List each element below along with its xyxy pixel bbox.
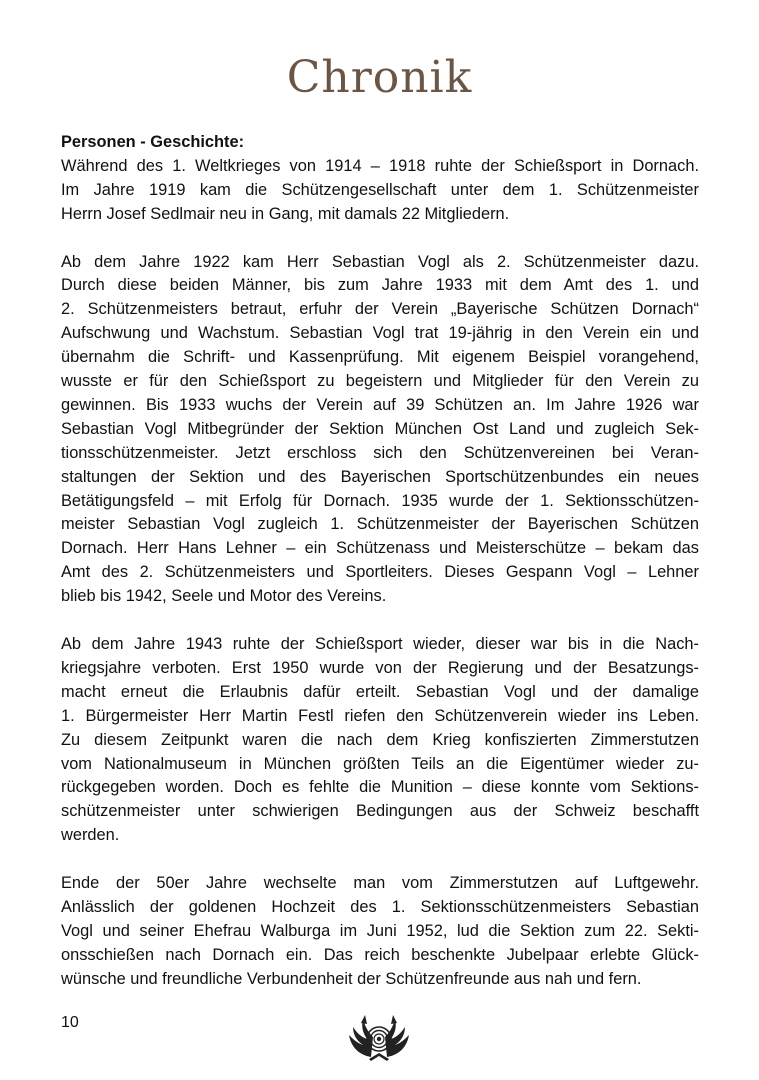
paragraph-gap: [61, 848, 699, 872]
text-line: meister Sebastian Vogl zugleich 1. Schützenmeister der Bayerischen Schützen: [61, 515, 699, 534]
paragraph: [61, 251, 699, 610]
text-line: vom Nationalmuseum in München größten Teils an die Eigentümer wieder zu-: [61, 754, 699, 773]
text-line: Ende der 50er Jahre wechselte man vom Zimmerstutzen auf Luftgewehr.: [61, 874, 699, 893]
page-number: 10: [61, 1014, 79, 1031]
text-line: blieb bis 1942, Seele und Motor des Vereins.: [61, 587, 387, 606]
section-heading: Personen - Geschichte:: [61, 133, 245, 151]
text-line: Betätigungsfeld – mit Erfolg für Dornach. 1935 wurde der 1. Sektionsschützen-: [61, 491, 699, 510]
text-line: Durch diese beiden Männer, bis zum Jahre 1933 mit dem Amt des 1. und: [61, 276, 699, 295]
body-text: [61, 131, 699, 992]
paragraph-gap: [61, 609, 699, 633]
paragraph: [61, 155, 699, 227]
paragraph-gap: [61, 227, 699, 251]
text-line: onsschießen nach Dornach ein. Das reich beschenkte Jubelpaar erlebte Glück-: [61, 945, 699, 964]
text-line: Vogl und seiner Ehefrau Walburga im Juni 1952, lud die Sektion zum 22. Sekti-: [61, 921, 699, 940]
text-line: Während des 1. Weltkrieges von 1914 – 1918 ruhte der Schießsport in Dornach.: [61, 156, 699, 175]
text-line: Dornach. Herr Hans Lehner – ein Schützenass und Meisterschütze – bekam das: [61, 539, 699, 558]
page-title: Chronik: [286, 52, 473, 103]
text-line: Anlässlich der goldenen Hochzeit des 1. Sektionsschützenmeisters Sebastian: [61, 897, 699, 916]
text-line: tionsschützenmeister. Jetzt erschloss sich den Schützenvereinen bei Veran-: [61, 443, 699, 462]
text-line: Amt des 2. Schützenmeisters und Sportleiters. Dieses Gespann Vogl – Lehner: [61, 563, 699, 582]
text-line: werden.: [61, 826, 120, 845]
text-line: rückgegeben worden. Doch es fehlte die Munition – diese konnte vom Sektions-: [61, 778, 699, 797]
text-line: übernahm die Schrift- und Kassenprüfung. Mit eigenem Beispiel vorangehend,: [61, 348, 699, 367]
paragraph: [61, 872, 699, 992]
text-line: Ab dem Jahre 1943 ruhte der Schießsport wieder, dieser war bis in die Nach-: [61, 635, 699, 653]
text-line: wünsche und freundliche Verbundenheit der Schützenfreunde aus nah und fern.: [61, 969, 642, 988]
text-line: Zu diesem Zeitpunkt waren die nach dem Krieg konfiszierten Zimmerstutzen: [61, 730, 699, 749]
wreath-target-emblem-icon: [341, 1013, 417, 1063]
text-line: 1. Bürgermeister Herr Martin Festl riefen den Schützenverein wieder ins Leben.: [61, 706, 699, 725]
text-line: staltungen der Sektion und des Bayerischen Sportschützenbundes ein neues: [61, 467, 699, 486]
text-line: 2. Schützenmeisters betraut, erfuhr der Verein „Bayerische Schützen Dornach“: [61, 300, 699, 319]
text-line: Sebastian Vogl Mitbegründer der Sektion München Ost Land und zugleich Sek-: [61, 419, 699, 438]
text-line: Herrn Josef Sedlmair neu in Gang, mit damals 22 Mitgliedern.: [61, 204, 510, 223]
text-line: wusste er für den Schießsport zu begeistern und Mitglieder für den Verein zu: [61, 372, 699, 391]
text-line: Ab dem Jahre 1922 kam Herr Sebastian Vogl als 2. Schützenmeister dazu.: [61, 252, 699, 271]
text-line: gewinnen. Bis 1933 wuchs der Verein auf 39 Schützen an. Im Jahre 1926 war: [61, 395, 699, 414]
text-line: Aufschwung und Wachstum. Sebastian Vogl trat 19-jährig in den Verein ein und: [61, 324, 699, 343]
paragraph: [61, 633, 699, 848]
text-line: macht erneut die Erlaubnis dafür erteilt. Sebastian Vogl und der damalige: [61, 682, 699, 701]
text-line: kriegsjahre verboten. Erst 1950 wurde von der Regierung und der Besatzungs-: [61, 658, 699, 677]
text-line: schützenmeister unter schwierigen Bedingungen aus der Schweiz beschafft: [61, 802, 699, 821]
text-line: Im Jahre 1919 kam die Schützengesellschaft unter dem 1. Schützenmeister: [61, 180, 699, 199]
paragraphs: [61, 155, 699, 992]
